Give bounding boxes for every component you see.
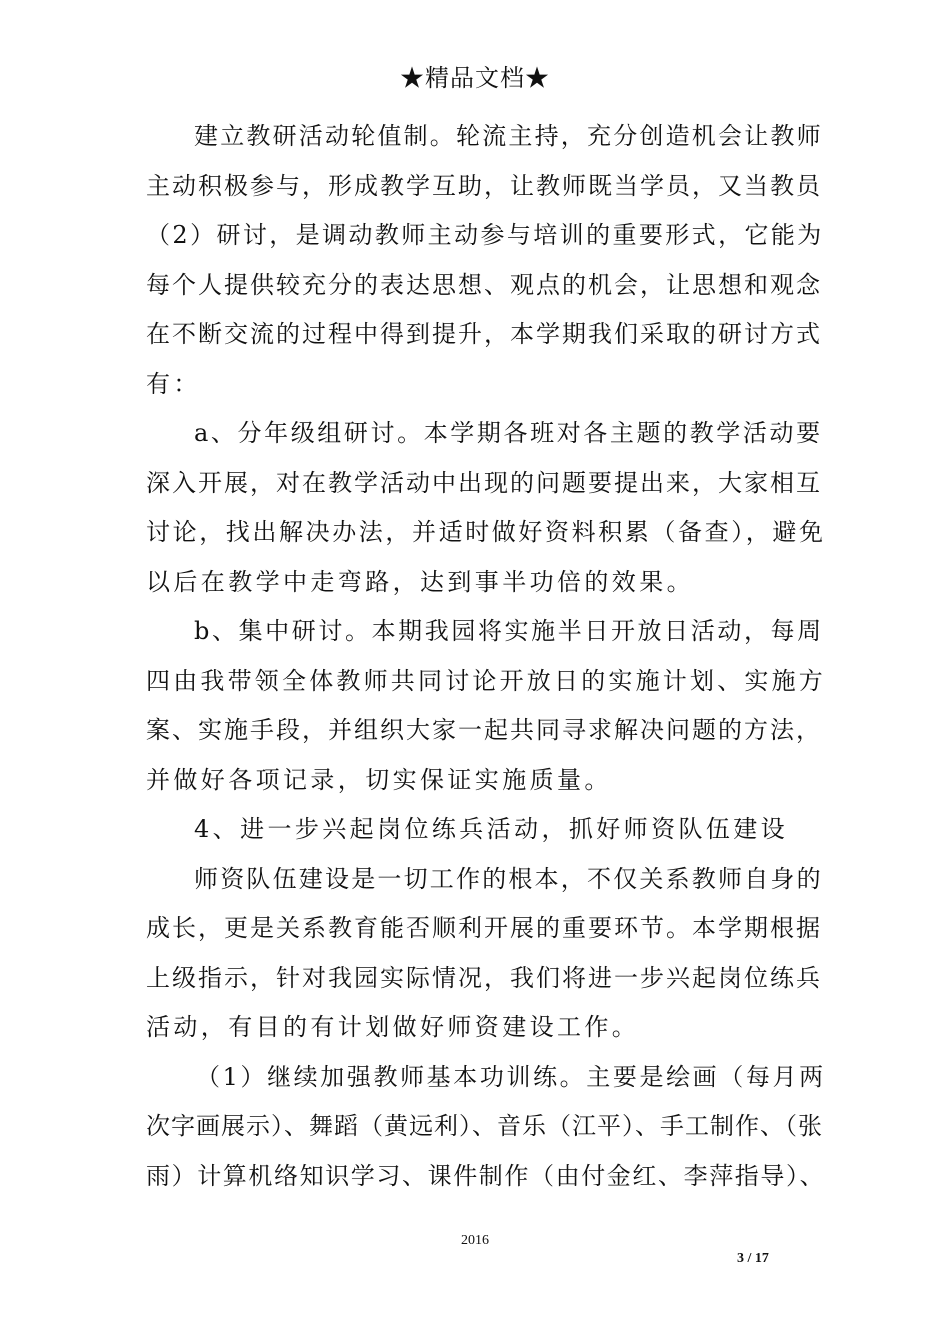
text-line: 在不断交流的过程中得到提升，本学期我们采取的研讨方式 [146,320,822,348]
text-line: b、集中研讨。本期我园将实施半日开放日活动，每周 [194,617,824,645]
text-line: （2）研讨，是调动教师主动参与培训的重要形式，它能为 [146,221,824,249]
text-line: 雨）计算机络知识学习、课件制作（由付金红、李萍指导）、 [146,1161,826,1190]
text-line: 次字画展示）、舞蹈（黄远利）、音乐（江平）、手工制作、（张 [146,1112,823,1140]
text-line: 案、实施手段，并组织大家一起共同寻求解决问题的方法， [146,716,822,744]
footer-year: 2016 [461,1233,489,1248]
document-header-title: ★精品文档★ [400,64,550,92]
text-line: 以后在教学中走弯路，达到事半功倍的效果。 [146,567,694,596]
text-line: 建立教研活动轮值制。轮流主持，充分创造机会让教师 [194,122,823,150]
text-line: 活动，有目的有计划做好师资建设工作。 [146,1013,640,1041]
text-line: （1）继续加强教师基本功训练。主要是绘画（每月两 [196,1062,826,1091]
text-line: 深入开展，对在教学活动中出现的问题要提出来，大家相互 [146,468,822,497]
text-line: 师资队伍建设是一切工作的根本，不仅关系教师自身的 [194,864,823,893]
document-body [146,112,826,1201]
text-line: a、分年级组研讨。本学期各班对各主题的教学活动要 [194,419,823,447]
text-line: 每个人提供较充分的表达思想、观点的机会，让思想和观念 [146,270,822,299]
text-line: 有： [146,369,201,398]
text-line: 主动积极参与，形成教学互助，让教师既当学员，又当教员 [146,171,822,200]
text-line: 成长，更是关系教育能否顺利开展的重要环节。本学期根据 [146,914,822,942]
text-line: 四由我带领全体教师共同讨论开放日的实施计划、实施方 [146,666,826,695]
section-heading: 4、进一步兴起岗位练兵活动，抓好师资队伍建设 [194,815,789,843]
page-number: 3 / 17 [737,1251,769,1266]
text-line: 并做好各项记录，切实保证实施质量。 [146,765,612,794]
text-line: 讨论，找出解决办法，并适时做好资料积累（备查），避免 [146,518,826,546]
text-line: 上级指示，针对我园实际情况，我们将进一步兴起岗位练兵 [146,963,822,992]
